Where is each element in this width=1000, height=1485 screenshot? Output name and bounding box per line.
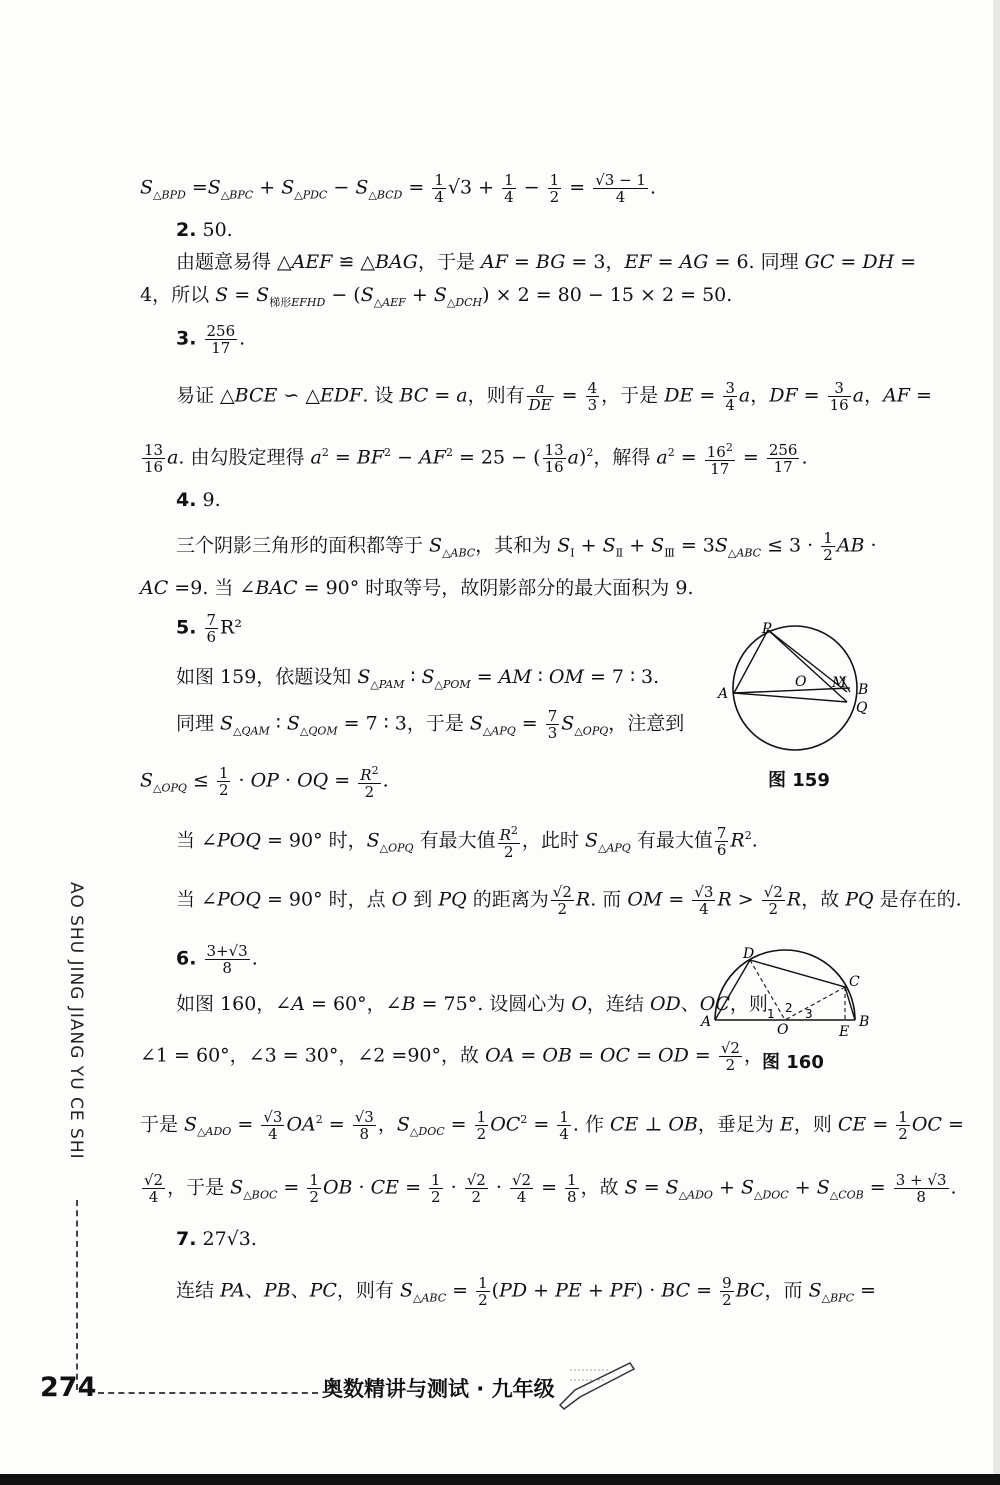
text-line: $\frac{13}{16}$ a. 由勾股定理得 $a^2 = BF^2 - AF^2 = 25$ − ( $\frac{13}{16}$ a)$^2$，解得 $a^2$ = $\frac{16^2}{17}$ = $\frac{256}{17}$ . xyxy=(144,441,808,478)
page-edge xyxy=(993,0,1000,1485)
svg-text:O: O xyxy=(795,674,807,690)
text-line: 4，所以 $S = S_{梯形EFHD} - (S_{\triangle AEF} + S_{\triangle DCH}) \times 2 = 80 - 15 \times 2 = 50$. xyxy=(140,284,733,309)
svg-text:3: 3 xyxy=(805,1007,813,1021)
problem-6-answer: 6. $\frac{3+√3}{8}$ . xyxy=(176,942,258,977)
text-line: $S_{\triangle OPQ}$ ≤ $\frac{1}{2}$ · OP · OQ = $\frac{R^2}{2}$ . xyxy=(140,764,389,801)
text-line: 如图 159，依题设知 $S_{\triangle PAM}$ ∶ $S_{\triangle POM}$ = AM ∶ OM = 7 ∶ 3. xyxy=(176,666,660,691)
sidebar-vertical-title: AO SHU JING JIANG YU CE SHI xyxy=(66,882,86,1160)
text-line: 同理 $S_{\triangle QAM}$ ∶ $S_{\triangle QOM} = 7$ ∶ 3，于是 $S_{\triangle APQ}$ = $\frac{7}{3}$ $S_{\triangle OPQ}$，注意到 xyxy=(176,707,685,742)
svg-text:B: B xyxy=(859,1014,870,1030)
svg-text:2: 2 xyxy=(785,1001,793,1015)
page-number: 274 xyxy=(40,1372,97,1403)
svg-text:B: B xyxy=(858,682,869,698)
footer-dash-line xyxy=(98,1392,318,1394)
svg-text:M: M xyxy=(832,675,847,691)
svg-text:O: O xyxy=(777,1022,789,1038)
text-line: 当 ∠POQ = 90° 时，$S_{\triangle OPQ}$ 有最大值 $\frac{R^2}{2}$ ，此时 $S_{\triangle APQ}$ 有最大值 $\frac{7}{6}$ $R^2$. xyxy=(176,824,758,861)
sidebar-dash-line xyxy=(76,1200,78,1390)
problem-4-answer: 4. 9. xyxy=(176,489,221,511)
text-line: $S_{\triangle BPD} =S_{\triangle BPC} + S_{\triangle PDC} - S_{\triangle BCD}$ = $\frac{1}{4}$ √3 + $\frac{1}{4}$ − $\frac{1}{2}$ = $\frac{√3 - 1}{4}$ . xyxy=(140,171,656,206)
svg-text:E: E xyxy=(839,1024,850,1040)
text-line: AC =9. 当 ∠BAC = 90° 时取等号，故阴影部分的最大面积为 9. xyxy=(140,577,694,599)
figure-159-caption: 图 159 xyxy=(768,770,830,791)
text-line: 于是 $S_{\triangle ADO}$ = $\frac{√3}{4}$ $OA^2$ = $\frac{√3}{8}$ ，$S_{\triangle DOC}$ = $\frac{1}{2}$ $OC^2$ = $\frac{1}{4}$ . 作 CE ⊥ OB，垂足为 E，则 CE = $\frac{1}{2}$ OC = xyxy=(140,1107,964,1143)
book-title: 奥数精讲与测试 · 九年级 xyxy=(322,1377,555,1401)
text-line: 由题意易得 △AEF ≌ △BAG，于是 AF = BG = 3，EF = AG = 6. 同理 GC = DH = xyxy=(176,251,917,273)
text-line: 当 ∠POQ = 90° 时，点 O 到 PQ 的距离为 $\frac{√2}{2}$ R. 而 OM = $\frac{√3}{4}$ R > $\frac{√2}{2}$ R，故 PQ 是存在的. xyxy=(176,883,962,918)
svg-text:D: D xyxy=(743,946,755,962)
text-line: 易证 △BCE ∽ △EDF. 设 BC = a，则有 $\frac{a}{DE}$ = $\frac{4}{3}$ ，于是 DE = $\frac{3}{4}$ a，DF = $\frac{3}{16}$ a，AF = xyxy=(176,379,932,414)
problem-7-answer: 7. 27√3. xyxy=(176,1228,257,1250)
text-line: ∠1 = 60°，∠3 = 30°，∠2 =90°，故 OA = OB = OC = OD = $\frac{√2}{2}$ ， xyxy=(140,1039,763,1074)
text-line: 三个阴影三角形的面积都等于 $S_{\triangle ABC}$，其和为 $S_Ⅰ + S_Ⅱ + S_Ⅲ = 3S_{\triangle ABC} \le 3$ · $\frac{1}{2}$ AB · xyxy=(176,529,877,564)
svg-text:1: 1 xyxy=(767,1007,775,1021)
text-line: 如图 160，∠A = 60°，∠B = 75°. 设圆心为 O，连结 OD、OC，则 xyxy=(176,993,768,1015)
pencil-icon xyxy=(550,1355,640,1415)
problem-3-answer: 3. $\frac{256}{17}$ . xyxy=(176,322,246,357)
scan-bottom-edge xyxy=(0,1474,1000,1485)
text-line: $\frac{√2}{4}$ ，于是 $S_{\triangle BOC}$ = $\frac{1}{2}$ OB · CE = $\frac{1}{2}$ · $\frac{√2}{2}$ · $\frac{√2}{4}$ = $\frac{1}{8}$ ，故 $S = S_{\triangle ADO} + S_{\triangle DOC} + S_{\triangle COB}$ = $\frac{3 + √3}{8}$ . xyxy=(144,1171,957,1206)
svg-text:Q: Q xyxy=(856,700,868,716)
svg-text:P: P xyxy=(762,621,772,637)
figure-160 xyxy=(695,942,875,1042)
problem-2-answer: 2. 50. xyxy=(176,219,233,241)
problem-5-answer: 5. $\frac{7}{6}$ R² xyxy=(176,611,242,646)
svg-text:A: A xyxy=(718,686,729,702)
text-line: 连结 PA、PB、PC，则有 $S_{\triangle ABC}$ = $\frac{1}{2}$ (PD + PE + PF) · BC = $\frac{9}{2}$ BC，而 $S_{\triangle BPC}$ = xyxy=(176,1274,876,1309)
figure-159 xyxy=(710,618,890,768)
svg-text:C: C xyxy=(849,974,860,990)
figure-160-caption: 图 160 xyxy=(762,1052,824,1073)
svg-text:A: A xyxy=(701,1014,712,1030)
